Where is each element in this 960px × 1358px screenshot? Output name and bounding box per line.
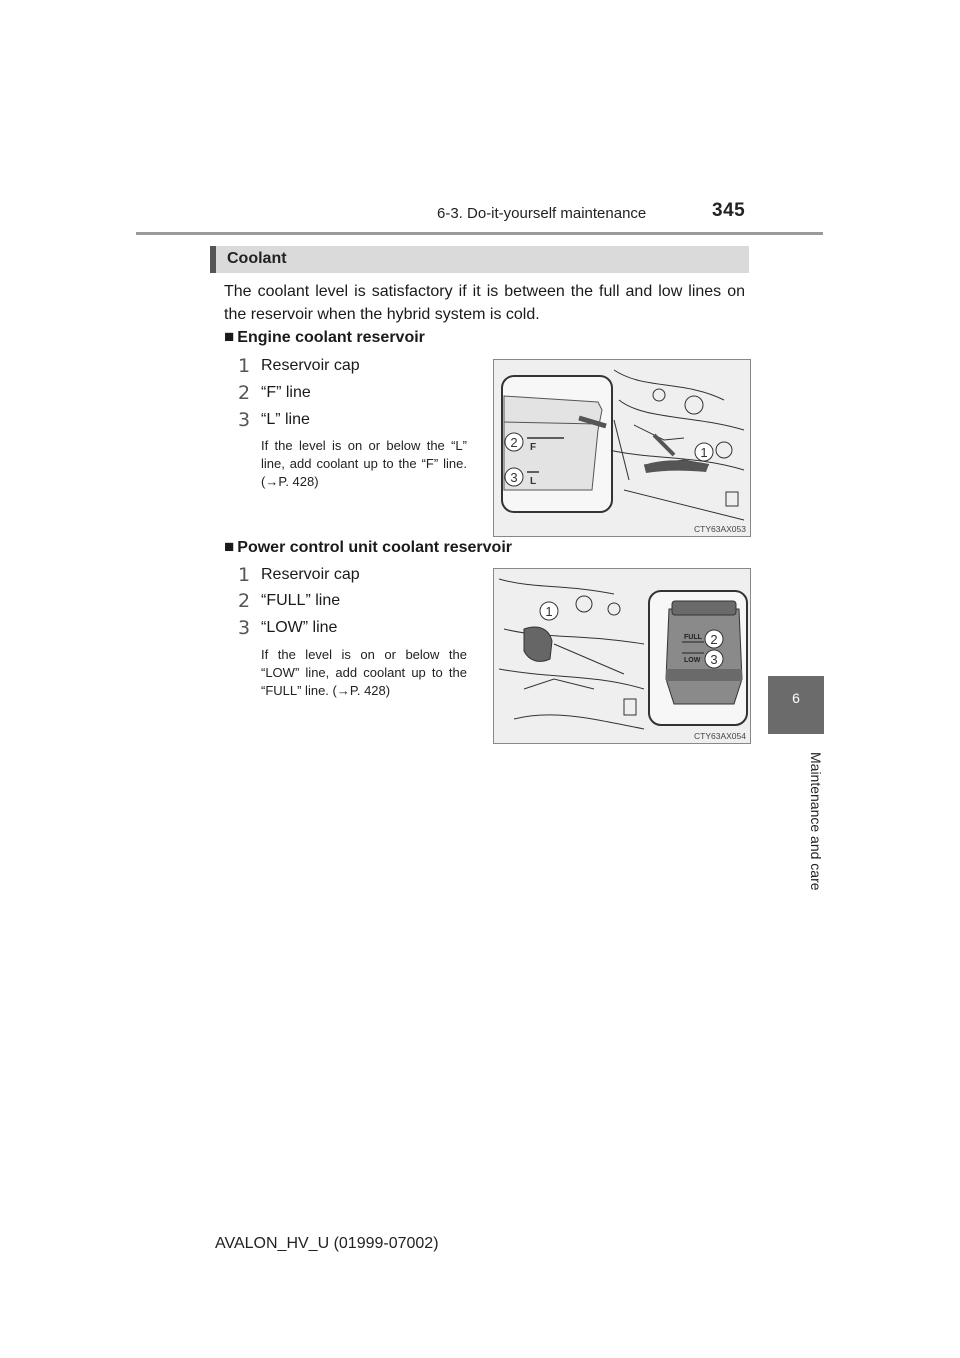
intro-paragraph: The coolant level is satisfactory if it is between the full and low lines on the reservoir when the hybrid system is cold. [224,283,745,323]
callout-3: 3 [510,470,518,485]
item-label: “LOW” line [261,619,338,636]
footer-document-id: AVALON_HV_U (01999-07002) [215,1235,439,1252]
item-label: “F” line [261,384,311,401]
subheading-engine-reservoir [224,327,425,347]
pcu-bay-illustration [494,569,750,743]
section-header: 6-3. Do-it-yourself maintenance [437,205,647,222]
item-label: “L” line [261,411,310,428]
callout-1: 1 [700,445,708,460]
callout-1: 1 [545,604,553,619]
engine-reservoir-note: If the level is on or below the “L” line, add coolant up to the “F” line. (→P. 428) [261,438,467,489]
chapter-label: Maintenance and care [808,751,824,891]
item-number: 2 [238,382,251,404]
figure-caption: CTY63AX054 [694,731,746,741]
item-number: 3 [238,409,251,431]
subheading-text: Engine coolant reservoir [237,329,425,346]
header-rule [136,232,823,235]
f-line-mark: F [530,442,537,453]
subheading-text: Power control unit coolant reservoir [237,539,512,556]
callout-2: 2 [710,632,718,647]
low-line-mark: LOW [684,657,701,664]
page-number: 345 [712,200,746,221]
item-number: 2 [238,590,251,612]
item-label: Reservoir cap [261,357,360,374]
pcu-reservoir-note: If the level is on or below the “LOW” line, add coolant up to the “FULL” line. (→P. 428) [261,647,467,698]
chapter-tab [768,676,824,734]
item-label: Reservoir cap [261,566,360,583]
subheading-marker: ■ [224,537,235,556]
callout-2: 2 [510,435,518,450]
full-line-mark: FULL [684,634,702,641]
item-number: 1 [238,564,251,586]
subheading-pcu-reservoir [224,537,512,557]
item-label: “FULL” line [261,592,341,609]
section-title-bar [210,246,749,273]
section-title: Coolant [227,250,287,267]
subheading-marker: ■ [224,327,235,346]
engine-bay-illustration [494,360,750,536]
title-bar-accent [210,246,216,273]
callout-3: 3 [710,652,718,667]
figure-caption: CTY63AX053 [694,524,746,534]
chapter-number: 6 [792,690,800,706]
l-line-mark: L [530,476,537,487]
pcu-reservoir-figure [493,568,751,744]
item-number: 3 [238,617,251,639]
item-number: 1 [238,355,251,377]
engine-reservoir-figure [493,359,751,537]
